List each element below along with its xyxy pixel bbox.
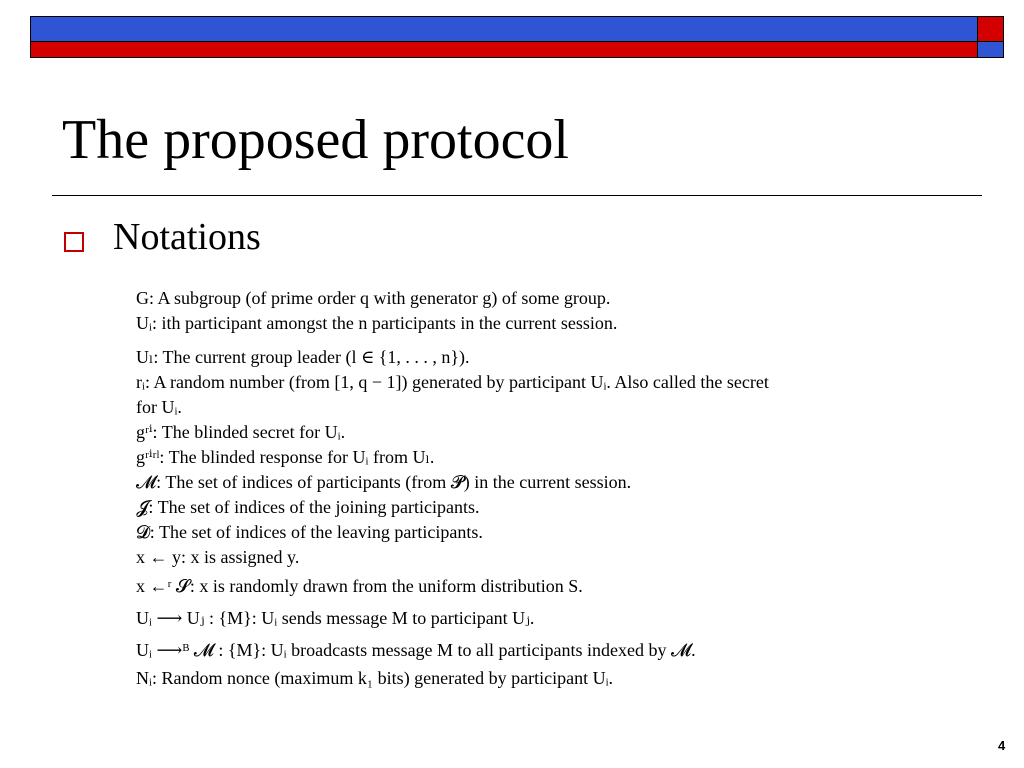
notation-item: rᵢ: A random number (from [1, q − 1]) generated by participant Uᵢ. Also called the secret [136, 372, 769, 392]
corner-blue-square [977, 41, 1004, 58]
bullet-heading: Notations [113, 216, 261, 258]
notation-item: Uᵢ ⟶ Uⱼ : {M}: Uᵢ sends message M to participant Uⱼ. [136, 608, 535, 628]
top-red-bar [30, 41, 978, 58]
notation-item: x ←ʳ 𝓢: x is randomly drawn from the uniform distribution S. [136, 576, 583, 596]
corner-red-square [977, 16, 1004, 42]
page-number: 4 [998, 738, 1006, 753]
notation-item: 𝓜: The set of indices of participants (from 𝓟) in the current session. [136, 472, 632, 492]
notation-item: 𝓓: The set of indices of the leaving participants. [136, 522, 483, 542]
notation-item: gʳⁱ: The blinded secret for Uᵢ. [136, 422, 346, 442]
notation-item: Nᵢ: Random nonce (maximum k₁ bits) generated by participant Uᵢ. [136, 668, 614, 688]
notation-item: Uᵢ ⟶ᴮ 𝓜 : {M}: Uᵢ broadcasts message M to all participants indexed by 𝓜. [136, 640, 696, 660]
notation-item: Uᵢ: ith participant amongst the n participants in the current session. [136, 313, 618, 333]
notation-item: 𝓙: The set of indices of the joining participants. [136, 497, 480, 517]
notation-item: G: A subgroup (of prime order q with generator g) of some group. [136, 288, 611, 308]
notation-item: Uₗ: The current group leader (l ∈ {1, . . . , n}). [136, 347, 470, 367]
notation-item: for Uᵢ. [136, 397, 182, 417]
notation-item: gʳⁱʳˡ: The blinded response for Uᵢ from Uₗ. [136, 447, 435, 467]
notation-item: x ← y: x is assigned y. [136, 547, 300, 567]
notation-list [136, 286, 956, 691]
title-divider [52, 195, 982, 196]
slide-title: The proposed protocol [62, 109, 569, 171]
square-bullet-icon [64, 232, 84, 252]
top-blue-bar [30, 16, 978, 42]
